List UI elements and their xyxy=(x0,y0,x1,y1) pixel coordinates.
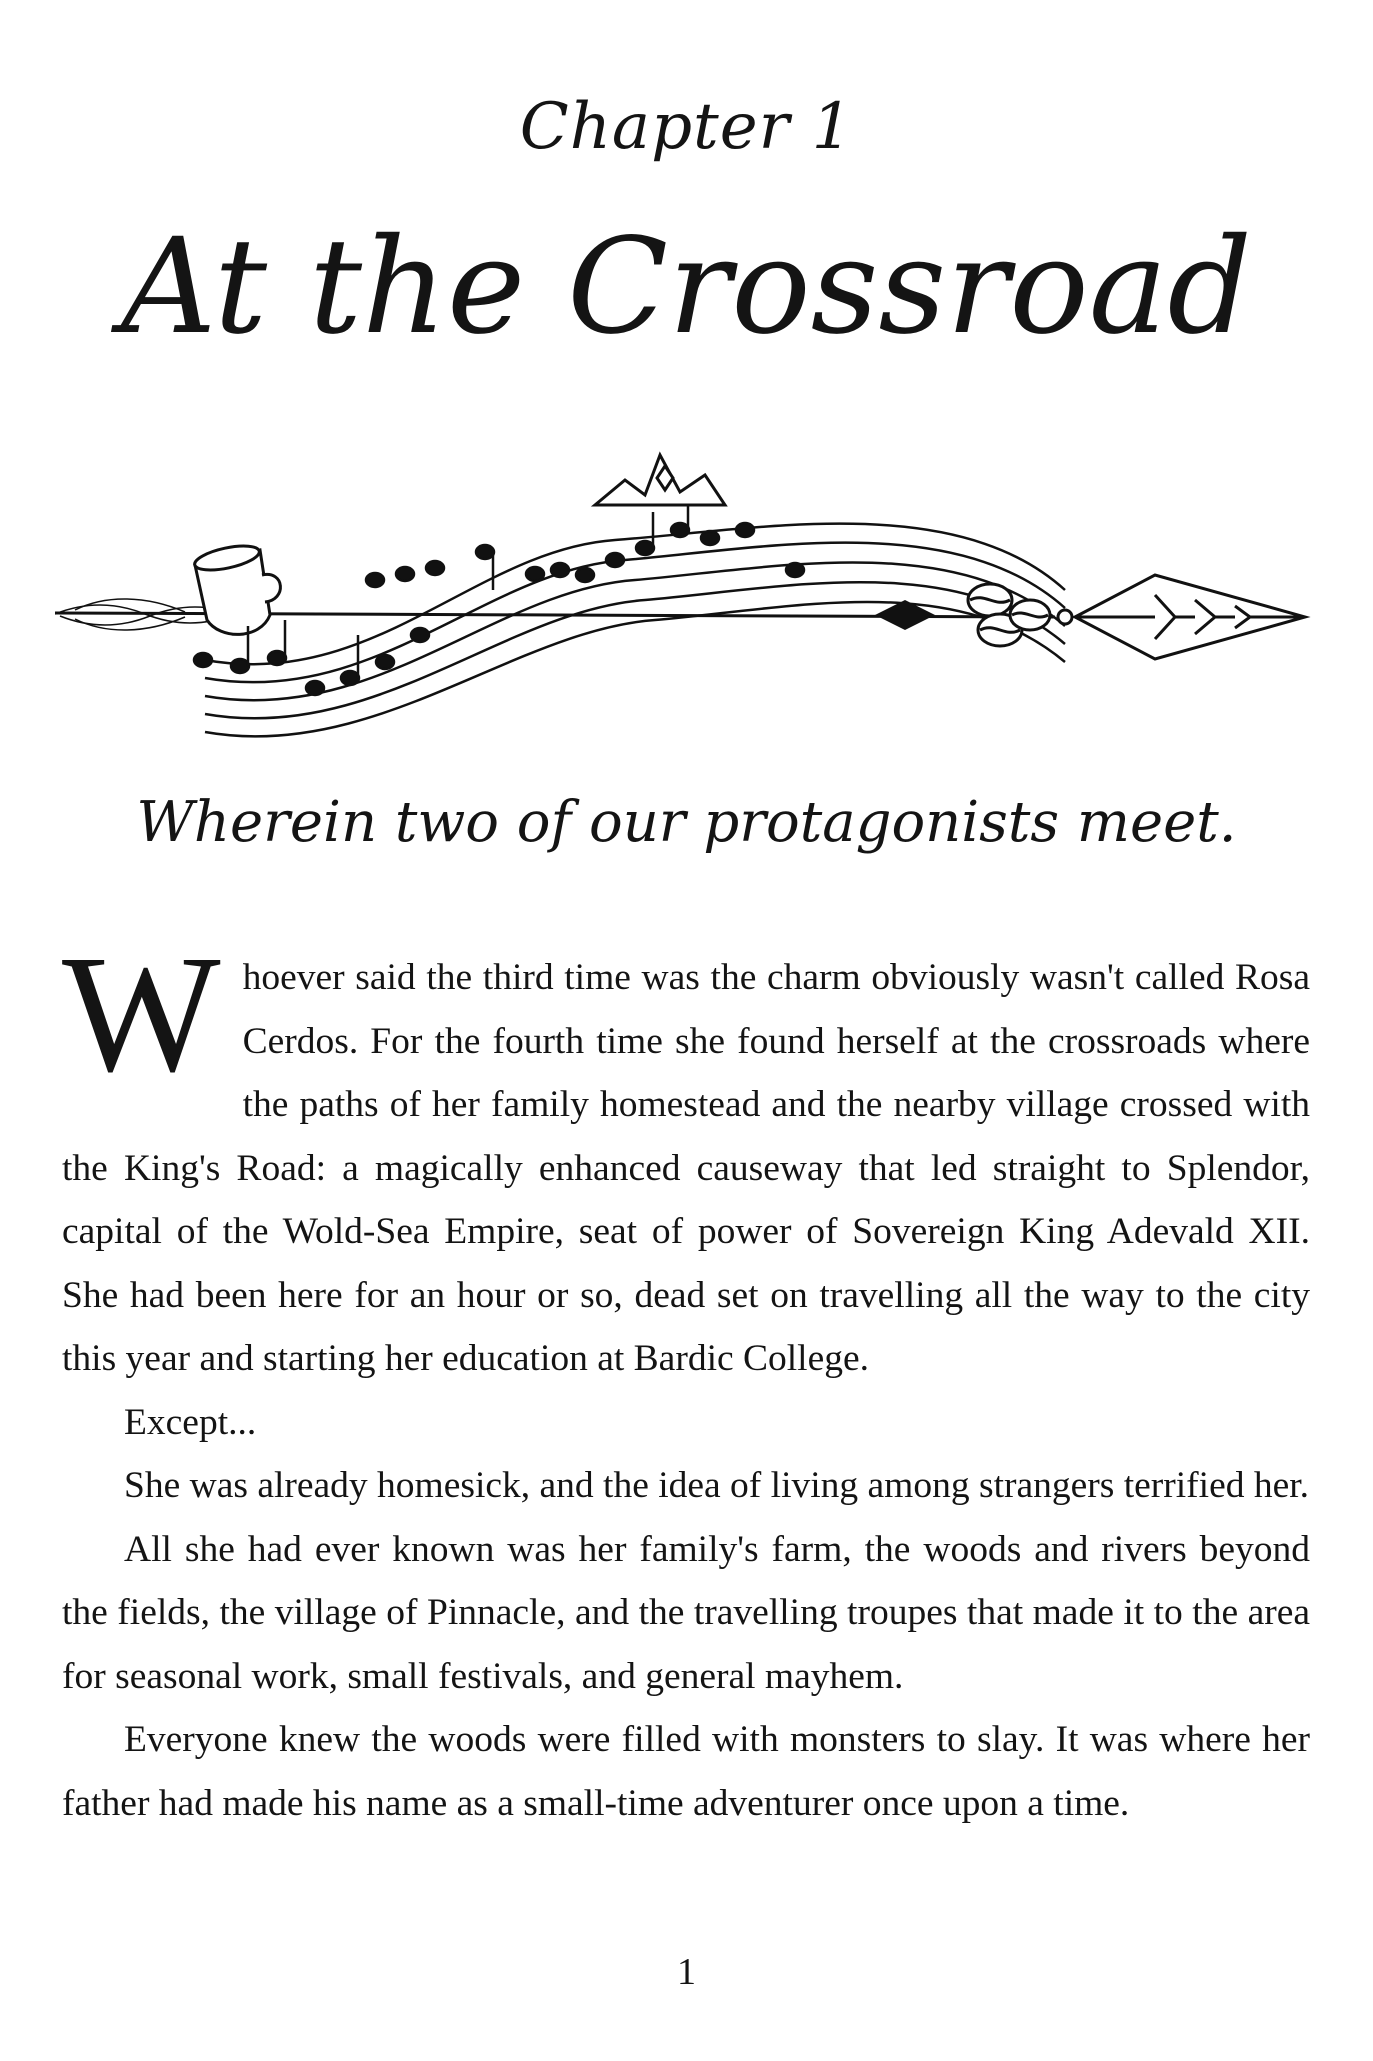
spear-head xyxy=(1075,575,1305,659)
teacup-icon xyxy=(193,541,281,634)
music-staff xyxy=(205,524,1065,737)
paragraph-5: Everyone knew the woods were filled with monsters to slay. It was where her father had made his name as a small-time adventurer once upon a time. xyxy=(62,1719,1310,1824)
page-number: 1 xyxy=(677,1951,696,1993)
paragraph-2: Except... xyxy=(124,1401,257,1443)
drop-cap: W xyxy=(62,921,221,1107)
music-notes xyxy=(194,494,804,695)
chapter-label: Chapter 1 xyxy=(519,90,854,164)
coffee-beans-icon xyxy=(968,584,1050,646)
chapter-title: At the Crossroad xyxy=(121,210,1252,364)
chapter-subtitle: Wherein two of our protagonists meet. xyxy=(136,790,1237,855)
paragraph-1-text: hoever said the third time was the charm obviously wasn't called Rosa Cerdos. For the fourth time she found herself at the crossroads where the paths of her family homestead and the nearby village crossed with the King's Road: a magically enhanced causeway that led straight to Splendor, capital of the Wold-Sea Empire, seat of power of Sovereign King Adevald XII. She had been here for an hour or so, dead set on travelling all the way to the city this year and starting her education at Bardic College. xyxy=(62,957,1310,1379)
chapter-body xyxy=(62,921,1310,1835)
paragraph-4: All she had ever known was her family's farm, the woods and rivers beyond the fields, the village of Pinnacle, and the travelling troupes that made it to the area for seasonal work, small festivals, and general mayhem. xyxy=(62,1528,1310,1697)
spear-ring xyxy=(1058,610,1072,624)
crown-icon xyxy=(595,455,725,505)
paragraph-3: She was already homesick, and the idea of living among strangers terrified her. xyxy=(124,1465,1310,1506)
spear-music-ornament xyxy=(55,430,1325,770)
paragraph-1 xyxy=(62,921,1310,1391)
